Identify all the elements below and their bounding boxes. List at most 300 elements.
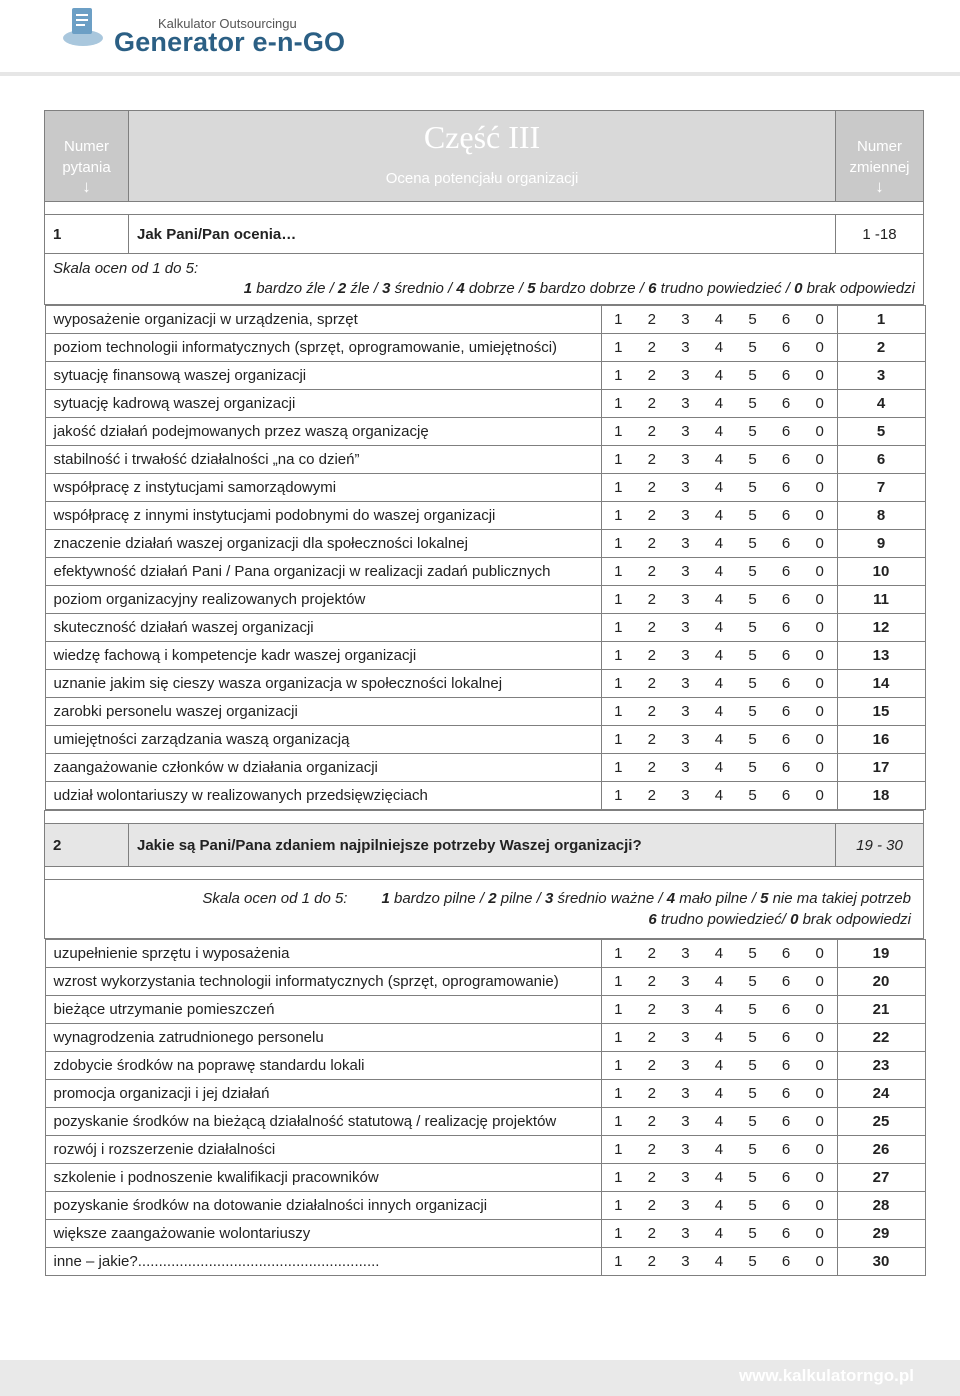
rating-option[interactable]: 5: [748, 507, 757, 524]
rating-option[interactable]: 1: [614, 731, 623, 748]
rating-option[interactable]: 5: [748, 367, 757, 384]
scale-value-label: dobrze /: [464, 280, 528, 297]
rating-option[interactable]: 3: [681, 1001, 690, 1018]
rating-option[interactable]: 4: [714, 1113, 724, 1130]
rating-option[interactable]: 6: [781, 451, 791, 468]
rating-option[interactable]: 2: [647, 675, 657, 692]
rating-option[interactable]: 1: [614, 647, 623, 664]
item-text: pozyskanie środków na dotowanie działalności innych organizacji: [45, 1192, 601, 1220]
rating-option[interactable]: 6: [781, 535, 791, 552]
rating-option[interactable]: 1: [614, 675, 623, 692]
scale-value-label: brak odpowiedzi: [802, 280, 915, 297]
rating-option[interactable]: 0: [815, 451, 824, 468]
variable-number: 22: [837, 1024, 925, 1052]
item-text: współpracę z innymi instytucjami podobnymi do waszej organizacji: [45, 502, 601, 530]
rating-option[interactable]: 3: [681, 647, 690, 664]
rating-option[interactable]: 3: [681, 675, 690, 692]
variable-number: 24: [837, 1080, 925, 1108]
rating-option[interactable]: 4: [714, 1253, 724, 1270]
rating-option[interactable]: 0: [815, 619, 824, 636]
rating-option[interactable]: 6: [781, 339, 791, 356]
item-row: [45, 996, 925, 1024]
item-text: szkolenie i podnoszenie kwalifikacji pracowników: [45, 1164, 601, 1192]
rating-option[interactable]: 0: [815, 945, 824, 962]
rating-option[interactable]: 0: [815, 1141, 824, 1158]
rating-option[interactable]: 6: [781, 619, 791, 636]
rating-option[interactable]: 5: [748, 591, 757, 608]
item-row: [45, 1248, 925, 1276]
rating-option[interactable]: 6: [781, 787, 791, 804]
rating-option[interactable]: 1: [614, 451, 623, 468]
rating-option[interactable]: 2: [647, 647, 657, 664]
rating-option[interactable]: 1: [614, 507, 623, 524]
rating-scale: [601, 1136, 837, 1164]
rating-option[interactable]: 2: [647, 1169, 657, 1186]
rating-option[interactable]: 0: [815, 1057, 824, 1074]
item-text: inne – jakie?..........................................................: [45, 1248, 601, 1276]
item-text: jakość działań podejmowanych przez waszą organizację: [45, 418, 601, 446]
rating-option[interactable]: 0: [815, 1001, 824, 1018]
scale-value-label: brak odpowiedzi: [798, 911, 911, 928]
item-row: [45, 614, 925, 642]
item-row: [45, 1024, 925, 1052]
scale-value-label: bardzo źle /: [252, 280, 338, 297]
rating-option[interactable]: 1: [614, 787, 623, 804]
rating-option[interactable]: 1: [614, 395, 623, 412]
question-vars: 19 - 30: [836, 824, 924, 867]
rating-scale: [601, 586, 837, 614]
scale-value-label: trudno powiedzieć /: [656, 280, 795, 297]
rating-option[interactable]: 1: [614, 1029, 623, 1046]
scale-value: 1: [243, 280, 253, 297]
rating-option[interactable]: 4: [714, 787, 724, 804]
rating-option[interactable]: 3: [681, 339, 690, 356]
rating-option[interactable]: 2: [647, 1057, 657, 1074]
rating-option[interactable]: 2: [647, 479, 657, 496]
rating-option[interactable]: 6: [781, 591, 791, 608]
scale-description: [53, 279, 915, 299]
rating-scale: [601, 698, 837, 726]
rating-option[interactable]: 6: [781, 311, 791, 328]
rating-scale: [601, 474, 837, 502]
items-wrapper: [45, 939, 924, 1277]
rating-option[interactable]: 6: [781, 1225, 791, 1242]
rating-option[interactable]: 4: [714, 339, 724, 356]
rating-option[interactable]: 0: [815, 1029, 824, 1046]
rating-option[interactable]: 0: [815, 535, 824, 552]
rating-option[interactable]: 4: [714, 731, 724, 748]
logo-tagline: Kalkulator Outsourcingu: [158, 16, 297, 31]
rating-option[interactable]: 2: [647, 507, 657, 524]
rating-option[interactable]: 5: [748, 787, 757, 804]
item-row: [45, 642, 925, 670]
rating-option[interactable]: 0: [815, 339, 824, 356]
rating-option[interactable]: 0: [815, 973, 824, 990]
scale-value: 5: [760, 890, 769, 907]
rating-option[interactable]: 5: [748, 675, 757, 692]
scale-value: 6: [648, 911, 657, 928]
rating-option[interactable]: 3: [681, 451, 690, 468]
item-text: zarobki personelu waszej organizacji: [45, 698, 601, 726]
rating-option[interactable]: 0: [815, 367, 824, 384]
variable-number: 26: [837, 1136, 925, 1164]
rating-option[interactable]: 6: [781, 945, 791, 962]
item-text: wyposażenie organizacji w urządzenia, sprzęt: [45, 306, 601, 334]
item-text: efektywność działań Pani / Pana organizacji w realizacji zadań publicznych: [45, 558, 601, 586]
rating-option[interactable]: 1: [614, 1085, 623, 1102]
rating-option[interactable]: 0: [815, 731, 824, 748]
rating-option[interactable]: 1: [614, 973, 623, 990]
rating-option[interactable]: 6: [781, 973, 791, 990]
rating-option[interactable]: 2: [647, 945, 657, 962]
rating-option[interactable]: 1: [614, 759, 623, 776]
rating-option[interactable]: 0: [815, 479, 824, 496]
rating-option[interactable]: 4: [714, 591, 724, 608]
rating-option[interactable]: 1: [614, 1225, 623, 1242]
rating-option[interactable]: 5: [748, 1169, 757, 1186]
rating-option[interactable]: 2: [647, 563, 657, 580]
rating-option[interactable]: 1: [614, 945, 623, 962]
rating-option[interactable]: 1: [614, 423, 623, 440]
rating-option[interactable]: 4: [714, 1057, 724, 1074]
spacer-row: [45, 867, 924, 880]
rating-option[interactable]: 6: [781, 1141, 791, 1158]
rating-option[interactable]: 6: [781, 563, 791, 580]
rating-option[interactable]: 5: [748, 311, 757, 328]
question-row: [45, 824, 924, 867]
rating-option[interactable]: 5: [748, 535, 757, 552]
rating-option[interactable]: 2: [647, 1113, 657, 1130]
rating-option[interactable]: 2: [647, 395, 657, 412]
q2-items-table: [45, 939, 926, 1276]
rating-scale: [601, 726, 837, 754]
rating-option[interactable]: 2: [647, 311, 657, 328]
rating-option[interactable]: 2: [647, 1225, 657, 1242]
rating-option[interactable]: 1: [614, 1057, 623, 1074]
rating-option[interactable]: 5: [748, 1253, 757, 1270]
rating-option[interactable]: 3: [681, 1197, 690, 1214]
rating-option[interactable]: 3: [681, 563, 690, 580]
rating-option[interactable]: 2: [647, 339, 657, 356]
rating-option[interactable]: 0: [815, 507, 824, 524]
rating-option[interactable]: 6: [781, 731, 791, 748]
rating-option[interactable]: 4: [714, 1197, 724, 1214]
rating-option[interactable]: 3: [681, 591, 690, 608]
rating-option[interactable]: 2: [647, 535, 657, 552]
rating-option[interactable]: 3: [681, 1057, 690, 1074]
variable-number: 10: [837, 558, 925, 586]
rating-option[interactable]: 3: [681, 787, 690, 804]
rating-option[interactable]: 1: [614, 1253, 623, 1270]
rating-option[interactable]: 0: [815, 395, 824, 412]
rating-scale: [601, 1024, 837, 1052]
rating-option[interactable]: 1: [614, 339, 623, 356]
item-row: [45, 1108, 925, 1136]
rating-option[interactable]: 2: [647, 759, 657, 776]
rating-option[interactable]: 4: [714, 507, 724, 524]
rating-option[interactable]: 3: [681, 367, 690, 384]
scale-value-label: trudno powiedzieć/: [656, 911, 791, 928]
rating-option[interactable]: 4: [714, 759, 724, 776]
rating-scale: [601, 446, 837, 474]
item-row: [45, 670, 925, 698]
rating-option[interactable]: 5: [748, 395, 757, 412]
rating-option[interactable]: 5: [748, 703, 757, 720]
rating-option[interactable]: 3: [681, 619, 690, 636]
rating-option[interactable]: 6: [781, 759, 791, 776]
rating-scale: [601, 1080, 837, 1108]
rating-option[interactable]: 3: [681, 507, 690, 524]
variable-number: 2: [837, 334, 925, 362]
variable-number: 30: [837, 1248, 925, 1276]
rating-option[interactable]: 5: [748, 479, 757, 496]
rating-option[interactable]: 2: [647, 1029, 657, 1046]
rating-option[interactable]: 5: [748, 1113, 757, 1130]
scale-value: 4: [666, 890, 676, 907]
rating-option[interactable]: 1: [614, 1113, 623, 1130]
rating-option[interactable]: 3: [681, 703, 690, 720]
rating-option[interactable]: 4: [714, 647, 724, 664]
question-vars: 1 -18: [836, 215, 924, 254]
rating-option[interactable]: 2: [647, 731, 657, 748]
item-row: [45, 968, 925, 996]
rating-option[interactable]: 3: [681, 1169, 690, 1186]
rating-option[interactable]: 5: [748, 1001, 757, 1018]
scale-label: Skala ocen od 1 do 5:: [202, 890, 348, 907]
rating-option[interactable]: 5: [748, 945, 757, 962]
rating-option[interactable]: 6: [781, 479, 791, 496]
rating-option[interactable]: 3: [681, 535, 690, 552]
rating-option[interactable]: 6: [781, 1113, 791, 1130]
rating-option[interactable]: 4: [714, 945, 724, 962]
item-text: skuteczność działań waszej organizacji: [45, 614, 601, 642]
rating-option[interactable]: 2: [647, 1141, 657, 1158]
rating-scale: [601, 782, 837, 810]
item-row: [45, 1136, 925, 1164]
rating-option[interactable]: 2: [647, 619, 657, 636]
rating-option[interactable]: 3: [681, 395, 690, 412]
rating-option[interactable]: 5: [748, 647, 757, 664]
rating-option[interactable]: 0: [815, 675, 824, 692]
rating-option[interactable]: 4: [714, 1001, 724, 1018]
rating-option[interactable]: 0: [815, 1169, 824, 1186]
rating-option[interactable]: 5: [748, 1225, 757, 1242]
rating-option[interactable]: 1: [614, 563, 623, 580]
rating-option[interactable]: 6: [781, 395, 791, 412]
rating-option[interactable]: 4: [714, 1169, 724, 1186]
variable-number: 27: [837, 1164, 925, 1192]
rating-option[interactable]: 6: [781, 1001, 791, 1018]
rating-option[interactable]: 4: [714, 1225, 724, 1242]
rating-option[interactable]: 5: [748, 1197, 757, 1214]
rating-option[interactable]: 6: [781, 647, 791, 664]
arrow-down-icon: ↓: [82, 177, 91, 196]
header-divider: [0, 72, 960, 76]
rating-option[interactable]: 4: [714, 675, 724, 692]
rating-option[interactable]: 2: [647, 451, 657, 468]
variable-number: 7: [837, 474, 925, 502]
rating-option[interactable]: 4: [714, 703, 724, 720]
rating-option[interactable]: 5: [748, 1029, 757, 1046]
item-text: wzrost wykorzystania technologii informatycznych (sprzęt, oprogramowanie): [45, 968, 601, 996]
rating-option[interactable]: 6: [781, 507, 791, 524]
rating-option[interactable]: 2: [647, 591, 657, 608]
rating-option[interactable]: 6: [781, 423, 791, 440]
rating-option[interactable]: 3: [681, 1029, 690, 1046]
rating-option[interactable]: 4: [714, 311, 724, 328]
rating-option[interactable]: 0: [815, 1197, 824, 1214]
rating-option[interactable]: 4: [714, 451, 724, 468]
rating-option[interactable]: 1: [614, 367, 623, 384]
item-row: [45, 530, 925, 558]
item-text: promocja organizacji i jej działań: [45, 1080, 601, 1108]
footer-url: www.kalkulatorngo.pl: [738, 1366, 914, 1385]
rating-option[interactable]: 2: [647, 787, 657, 804]
rating-option[interactable]: 5: [748, 731, 757, 748]
rating-option[interactable]: 4: [714, 395, 724, 412]
rating-option[interactable]: 6: [781, 1029, 791, 1046]
rating-option[interactable]: 3: [681, 479, 690, 496]
variable-number: 23: [837, 1052, 925, 1080]
rating-option[interactable]: 4: [714, 479, 724, 496]
rating-option[interactable]: 4: [714, 1085, 724, 1102]
rating-option[interactable]: 1: [614, 1001, 623, 1018]
rating-option[interactable]: 3: [681, 759, 690, 776]
scale-value: 6: [648, 280, 657, 297]
rating-option[interactable]: 6: [781, 1253, 791, 1270]
rating-option[interactable]: 5: [748, 423, 757, 440]
variable-number: 16: [837, 726, 925, 754]
scale-value: 2: [337, 280, 347, 297]
rating-option[interactable]: 0: [815, 591, 824, 608]
rating-option[interactable]: 2: [647, 423, 657, 440]
rating-option[interactable]: 2: [647, 1001, 657, 1018]
rating-option[interactable]: 5: [748, 759, 757, 776]
rating-option[interactable]: 3: [681, 1113, 690, 1130]
rating-option[interactable]: 0: [815, 1253, 824, 1270]
rating-scale: [601, 1192, 837, 1220]
rating-option[interactable]: 6: [781, 1169, 791, 1186]
scale-legend: [45, 880, 924, 939]
rating-option[interactable]: 6: [781, 1197, 791, 1214]
item-text: sytuację finansową waszej organizacji: [45, 362, 601, 390]
rating-option[interactable]: 1: [614, 703, 623, 720]
rating-scale: [601, 996, 837, 1024]
item-text: znaczenie działań waszej organizacji dla społeczności lokalnej: [45, 530, 601, 558]
rating-option[interactable]: 4: [714, 973, 724, 990]
header-question-number: Numer pytania ↓: [45, 111, 129, 202]
rating-option[interactable]: 1: [614, 535, 623, 552]
table-header: [45, 111, 924, 202]
variable-number: 20: [837, 968, 925, 996]
scale-value: 0: [790, 911, 799, 928]
rating-option[interactable]: 3: [681, 1085, 690, 1102]
rating-option[interactable]: 2: [647, 367, 657, 384]
rating-option[interactable]: 5: [748, 973, 757, 990]
rating-option[interactable]: 0: [815, 759, 824, 776]
rating-option[interactable]: 1: [614, 311, 623, 328]
rating-option[interactable]: 1: [614, 591, 623, 608]
rating-option[interactable]: 6: [781, 675, 791, 692]
spacer-row: [45, 811, 924, 824]
rating-option[interactable]: 1: [614, 619, 623, 636]
rating-option[interactable]: 0: [815, 311, 824, 328]
rating-option[interactable]: 5: [748, 619, 757, 636]
rating-option[interactable]: 0: [815, 1113, 824, 1130]
rating-scale: [601, 670, 837, 698]
rating-option[interactable]: 1: [614, 1169, 623, 1186]
rating-option[interactable]: 3: [681, 945, 690, 962]
rating-option[interactable]: 2: [647, 1085, 657, 1102]
item-text: bieżące utrzymanie pomieszczeń: [45, 996, 601, 1024]
rating-option[interactable]: 0: [815, 703, 824, 720]
rating-option[interactable]: 1: [614, 1197, 623, 1214]
rating-option[interactable]: 3: [681, 1253, 690, 1270]
item-text: poziom organizacyjny realizowanych projektów: [45, 586, 601, 614]
item-text: zaangażowanie członków w działania organizacji: [45, 754, 601, 782]
rating-option[interactable]: 2: [647, 1253, 657, 1270]
item-row: [45, 306, 925, 334]
item-row: [45, 1192, 925, 1220]
item-row: [45, 558, 925, 586]
rating-option[interactable]: 0: [815, 1085, 824, 1102]
scale-value: 4: [456, 280, 465, 297]
variable-number: 8: [837, 502, 925, 530]
rating-option[interactable]: 4: [714, 563, 724, 580]
scale-value: 0: [794, 280, 803, 297]
rating-option[interactable]: 6: [781, 703, 791, 720]
rating-option[interactable]: 5: [748, 1141, 757, 1158]
rating-option[interactable]: 4: [714, 367, 724, 384]
rating-option[interactable]: 1: [614, 479, 623, 496]
rating-option[interactable]: 6: [781, 1057, 791, 1074]
item-row: [45, 1080, 925, 1108]
item-text: współpracę z instytucjami samorządowymi: [45, 474, 601, 502]
rating-option[interactable]: 0: [815, 423, 824, 440]
rating-option[interactable]: 0: [815, 647, 824, 664]
rating-option[interactable]: 4: [714, 619, 724, 636]
rating-option[interactable]: 2: [647, 703, 657, 720]
rating-option[interactable]: 5: [748, 1085, 757, 1102]
rating-option[interactable]: 2: [647, 1197, 657, 1214]
rating-option[interactable]: 6: [781, 367, 791, 384]
rating-option[interactable]: 5: [748, 339, 757, 356]
variable-number: 11: [837, 586, 925, 614]
rating-option[interactable]: 5: [748, 563, 757, 580]
rating-option[interactable]: 5: [748, 1057, 757, 1074]
rating-option[interactable]: 3: [681, 311, 690, 328]
rating-option[interactable]: 0: [815, 787, 824, 804]
rating-option[interactable]: 2: [647, 973, 657, 990]
rating-option[interactable]: 5: [748, 451, 757, 468]
rating-option[interactable]: 0: [815, 563, 824, 580]
rating-option[interactable]: 3: [681, 973, 690, 990]
rating-option[interactable]: 4: [714, 423, 724, 440]
scale-value-label: bardzo pilne /: [389, 890, 489, 907]
rating-option[interactable]: 3: [681, 731, 690, 748]
rating-option[interactable]: 4: [714, 1141, 724, 1158]
rating-option[interactable]: 4: [714, 535, 724, 552]
rating-scale: [601, 390, 837, 418]
rating-option[interactable]: 1: [614, 1141, 623, 1158]
rating-option[interactable]: 0: [815, 1225, 824, 1242]
rating-option[interactable]: 3: [681, 423, 690, 440]
scale-label: Skala ocen od 1 do 5:: [53, 260, 199, 277]
rating-option[interactable]: 3: [681, 1225, 690, 1242]
rating-option[interactable]: 4: [714, 1029, 724, 1046]
rating-option[interactable]: 6: [781, 1085, 791, 1102]
rating-option[interactable]: 3: [681, 1141, 690, 1158]
